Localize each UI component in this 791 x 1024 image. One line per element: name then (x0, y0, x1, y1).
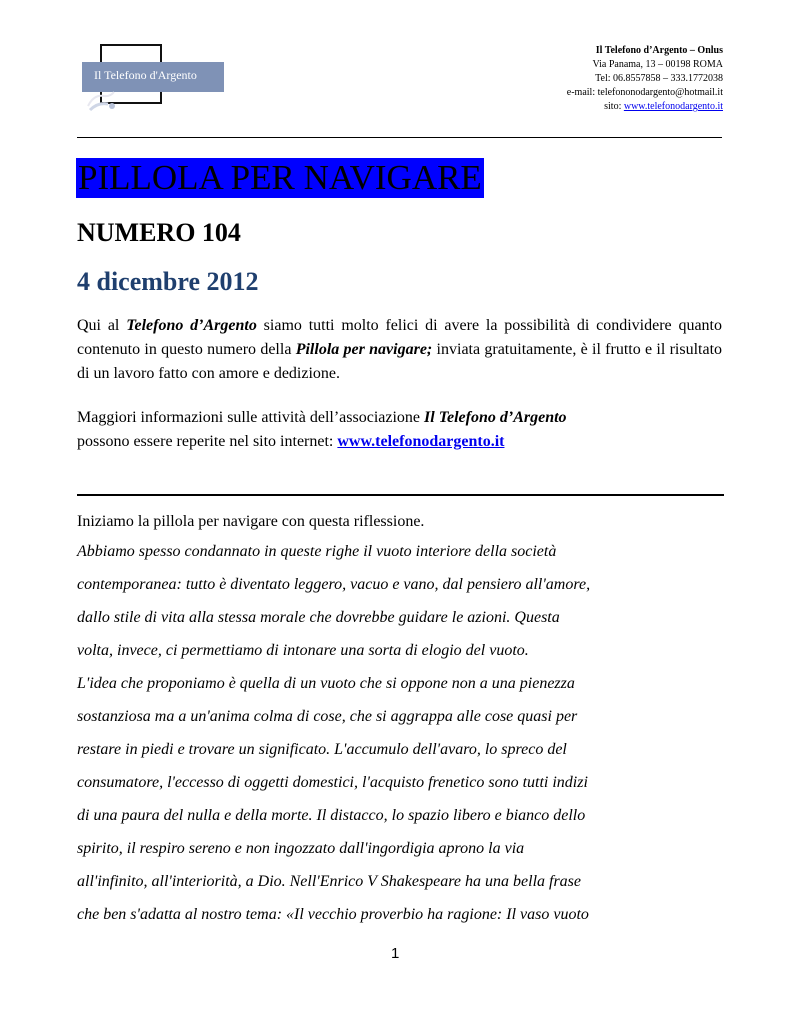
intro-text: Qui al (77, 317, 127, 334)
section-divider (77, 494, 724, 496)
header-address: Via Panama, 13 – 00198 ROMA (592, 59, 723, 70)
info-text: possono essere reperite nel sito internet: (77, 433, 338, 450)
header-org-name: Il Telefono d’Argento – Onlus (595, 45, 723, 56)
quote-line: volta, invece, ci permettiamo di intonare una sorta di elogio del vuoto. (77, 642, 529, 659)
intro-text: inviata gratuitamente, è il frutto e il risultato di un lavoro fatto con amore e dedizione. (77, 341, 723, 382)
quote-line: contemporanea: tutto è diventato leggero, vacuo e vano, dal pensiero all'amore, (77, 576, 591, 593)
intro-org-name: Telefono d’Argento (126, 317, 257, 334)
header-site (567, 100, 723, 114)
quote-line: di una paura del nulla e della morte. Il distacco, lo spazio libero e bianco dello (77, 807, 586, 824)
quote-line: consumatore, l'eccesso di oggetti domestici, l'acquisto frenetico sono tutti indizi (77, 774, 588, 791)
lead-sentence: Iniziamo la pillola per navigare con questa riflessione. (77, 513, 425, 530)
header-divider (77, 137, 722, 138)
organization-logo (82, 42, 224, 114)
info-org-name: Il Telefono d’Argento (424, 409, 567, 426)
header-email: e-mail: telefononodargento@hotmail.it (566, 87, 723, 98)
quote-line: che ben s'adatta al nostro tema: «Il vecchio proverbio ha ragione: Il vaso vuoto (77, 906, 589, 923)
website-link[interactable]: www.telefonodargento.it (337, 433, 505, 450)
quote-line: all'infinito, all'interiorità, a Dio. Nell'Enrico V Shakespeare ha una bella frase (77, 873, 582, 890)
quote-line: restare in piedi e trovare un significato. L'accumulo dell'avaro, lo spreco del (77, 741, 567, 758)
quote-line: sostanziosa ma a un'anima colma di cose, che si aggrappa alle cose quasi per (77, 708, 578, 725)
header-site-label: sito: (604, 101, 624, 112)
header-contact-block (567, 44, 723, 114)
intro-text: siamo tutti molto felici di avere la possibilità di condividere quanto contenuto in questo numero della (77, 317, 722, 358)
quote-line: dallo stile di vita alla stessa morale che dovrebbe guidare le azioni. Questa (77, 609, 560, 626)
reflection-quote (77, 540, 727, 936)
logo-onlus-label: Onlus (120, 51, 140, 60)
quote-line: Abbiamo spesso condannato in queste righe il vuoto interiore della società (77, 543, 557, 560)
page-number: 1 (391, 945, 400, 962)
info-paragraph (77, 406, 722, 454)
info-text: Maggiori informazioni sulle attività dell’associazione (77, 409, 425, 426)
quote-line: spirito, il respiro sereno e non ingozzato dall'ingordigia aprono la via (77, 840, 525, 857)
intro-pill-name: Pillola per navigare; (295, 341, 433, 358)
telephone-icon (84, 88, 120, 114)
issue-number: NUMERO 104 (77, 218, 241, 247)
intro-paragraph (77, 314, 722, 386)
logo-name-label: Il Telefono d'Argento (94, 68, 197, 82)
header-phone: Tel: 06.8557858 – 333.1772038 (595, 73, 723, 84)
page-title: PILLOLA PER NAVIGARE (78, 158, 482, 197)
header-site-link[interactable]: www.telefonodargento.it (623, 101, 723, 112)
quote-line: L'idea che proponiamo è quella di un vuoto che si oppone non a una pienezza (77, 675, 575, 692)
issue-date: 4 dicembre 2012 (77, 267, 259, 296)
